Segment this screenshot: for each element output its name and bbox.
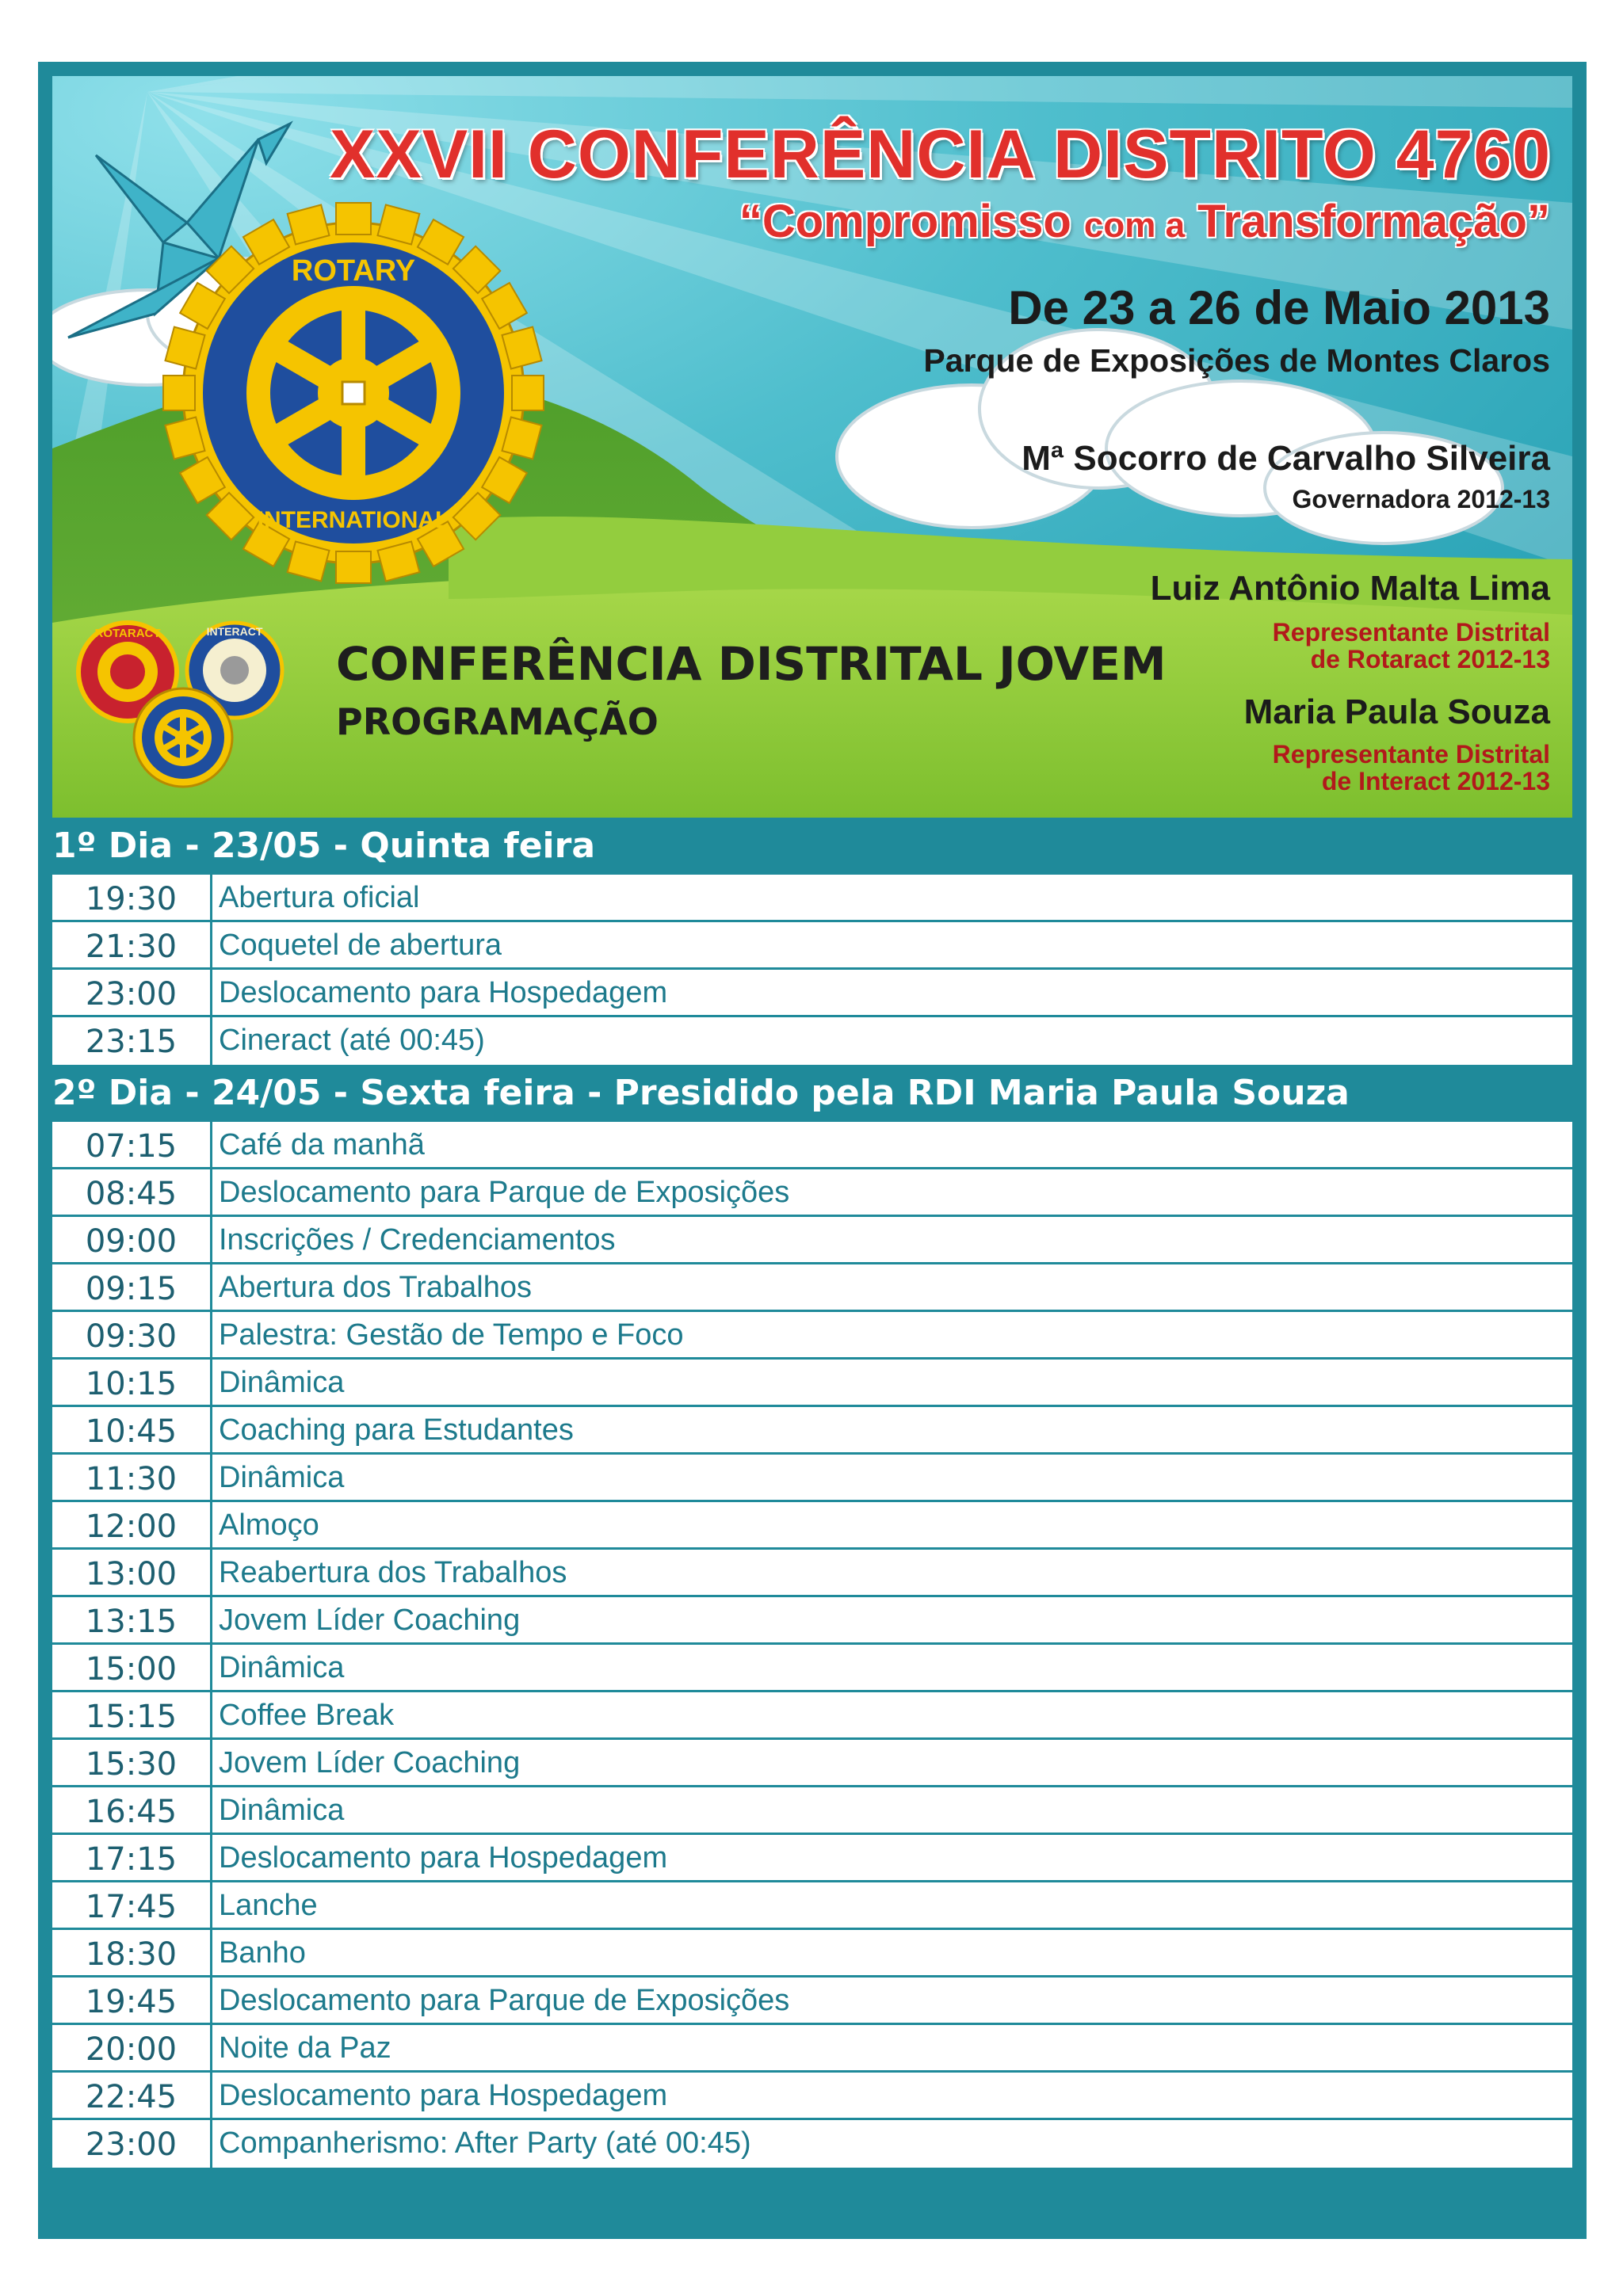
table-row <box>52 1930 1572 1978</box>
event-activity: Coaching para Estudantes <box>219 1413 574 1447</box>
interact-representative-name: Maria Paula Souza <box>1243 692 1550 731</box>
event-activity: Almoço <box>219 1508 319 1542</box>
event-time: 07:15 <box>52 1122 212 1167</box>
rotary-international-logo <box>163 203 544 583</box>
event-time: 16:45 <box>52 1787 212 1833</box>
table-row <box>52 2073 1572 2120</box>
day-1-table <box>52 875 1572 1065</box>
event-activity: Abertura dos Trabalhos <box>219 1271 533 1304</box>
table-row <box>52 1835 1572 1882</box>
table-row <box>52 970 1572 1017</box>
table-row <box>52 1550 1572 1597</box>
event-activity: Lanche <box>219 1889 318 1922</box>
table-row <box>52 875 1572 922</box>
event-activity: Jovem Líder Coaching <box>219 1746 521 1779</box>
event-time: 13:15 <box>52 1597 212 1642</box>
event-activity: Coquetel de abertura <box>219 929 502 962</box>
table-row <box>52 1692 1572 1740</box>
table-row <box>52 922 1572 970</box>
rotary-logo-top-text: ROTARY <box>291 254 416 288</box>
table-row <box>52 1740 1572 1787</box>
day-header: 1º Dia - 23/05 - Quinta feira <box>52 826 596 866</box>
event-activity: Dinâmica <box>219 1794 345 1827</box>
event-time: 09:30 <box>52 1312 212 1357</box>
event-venue: Parque de Exposições de Montes Claros <box>923 342 1550 379</box>
program-label: PROGRAMAÇÃO <box>336 700 659 743</box>
table-row <box>52 1312 1572 1360</box>
table-row <box>52 1217 1572 1264</box>
rotaract-logo-text: ROTARACT <box>94 627 161 640</box>
table-row <box>52 1502 1572 1550</box>
event-time: 10:45 <box>52 1407 212 1452</box>
schedule <box>38 818 1587 2168</box>
event-time: 23:00 <box>52 970 212 1015</box>
governor-name: Mª Socorro de Carvalho Silveira <box>1022 439 1550 478</box>
event-time: 13:00 <box>52 1550 212 1595</box>
event-time: 09:15 <box>52 1264 212 1310</box>
table-row <box>52 2120 1572 2168</box>
table-row <box>52 1264 1572 1312</box>
table-row <box>52 1360 1572 1407</box>
table-row <box>52 1122 1572 1169</box>
table-row <box>52 1645 1572 1692</box>
event-time: 23:15 <box>52 1017 212 1065</box>
event-dates: De 23 a 26 de Maio 2013 <box>1008 281 1550 334</box>
event-activity: Deslocamento para Hospedagem <box>219 1841 668 1875</box>
rotaract-representative-name: Luiz Antônio Malta Lima <box>1150 569 1550 608</box>
event-activity: Palestra: Gestão de Tempo e Foco <box>219 1318 684 1352</box>
event-time: 18:30 <box>52 1930 212 1975</box>
event-time: 10:15 <box>52 1360 212 1405</box>
governor-role: Governadora 2012-13 <box>1292 485 1550 513</box>
interact-representative-role-line2: de Interact 2012-13 <box>1321 767 1550 795</box>
event-activity: Reabertura dos Trabalhos <box>219 1556 567 1589</box>
rotary-small-logo <box>134 688 232 787</box>
event-activity: Noite da Paz <box>219 2031 391 2065</box>
event-activity: Jovem Líder Coaching <box>219 1604 521 1637</box>
event-activity: Companherismo: After Party (até 00:45) <box>219 2126 751 2160</box>
event-time: 08:45 <box>52 1169 212 1215</box>
event-activity: Deslocamento para Parque de Exposições <box>219 1984 790 2017</box>
event-time: 19:30 <box>52 875 212 920</box>
event-time: 09:00 <box>52 1217 212 1262</box>
rotaract-representative-role-line1: Representante Distrital <box>1272 618 1550 646</box>
event-activity: Banho <box>219 1936 306 1970</box>
table-row <box>52 1787 1572 1835</box>
event-activity: Abertura oficial <box>219 881 420 914</box>
event-activity: Deslocamento para Hospedagem <box>219 976 668 1009</box>
table-row <box>52 1882 1572 1930</box>
event-time: 17:15 <box>52 1835 212 1880</box>
event-time: 21:30 <box>52 922 212 967</box>
event-activity: Deslocamento para Parque de Exposições <box>219 1176 790 1209</box>
day-2-table <box>52 1122 1572 2168</box>
table-row <box>52 1455 1572 1502</box>
event-time: 19:45 <box>52 1978 212 2023</box>
event-time: 22:45 <box>52 2073 212 2118</box>
conference-subtitle <box>488 195 1550 248</box>
event-activity: Dinâmica <box>219 1461 345 1494</box>
event-time: 20:00 <box>52 2025 212 2070</box>
rotaract-representative-role-line2: de Rotaract 2012-13 <box>1310 645 1550 673</box>
interact-representative-role-line1: Representante Distrital <box>1272 740 1550 769</box>
table-row <box>52 1017 1572 1065</box>
event-time: 15:00 <box>52 1645 212 1690</box>
event-time: 15:30 <box>52 1740 212 1785</box>
table-row <box>52 2025 1572 2073</box>
event-activity: Coffee Break <box>219 1699 395 1732</box>
conference-banner <box>52 76 1572 818</box>
table-row <box>52 1978 1572 2025</box>
event-time: 11:30 <box>52 1455 212 1500</box>
rotary-logo-bottom-text: INTERNATIONAL <box>257 507 450 533</box>
conference-title: XXVII CONFERÊNCIA DISTRITO 4760 <box>330 116 1552 193</box>
table-row <box>52 1407 1572 1455</box>
event-activity: Dinâmica <box>219 1651 345 1684</box>
event-time: 23:00 <box>52 2120 212 2168</box>
conference-name: CONFERÊNCIA DISTRITAL JOVEM <box>336 637 1167 691</box>
event-activity: Inscrições / Credenciamentos <box>219 1223 616 1257</box>
event-time: 15:15 <box>52 1692 212 1737</box>
subtitle-part-close: Transformação” <box>1185 196 1550 247</box>
table-row <box>52 1169 1572 1217</box>
interact-logo-text: INTERACT <box>206 625 263 638</box>
event-activity: Deslocamento para Hospedagem <box>219 2079 668 2112</box>
page-frame <box>38 62 1587 2239</box>
subtitle-part-open: “Compromisso <box>739 196 1084 247</box>
event-activity: Café da manhã <box>219 1128 425 1161</box>
event-activity: Dinâmica <box>219 1366 345 1399</box>
event-time: 17:45 <box>52 1882 212 1928</box>
event-activity: Cineract (até 00:45) <box>219 1024 485 1057</box>
day-header: 2º Dia - 24/05 - Sexta feira - Presidido pela RDI Maria Paula Souza <box>52 1073 1350 1113</box>
subtitle-part-small: com a <box>1083 206 1186 245</box>
event-time: 12:00 <box>52 1502 212 1547</box>
table-row <box>52 1597 1572 1645</box>
